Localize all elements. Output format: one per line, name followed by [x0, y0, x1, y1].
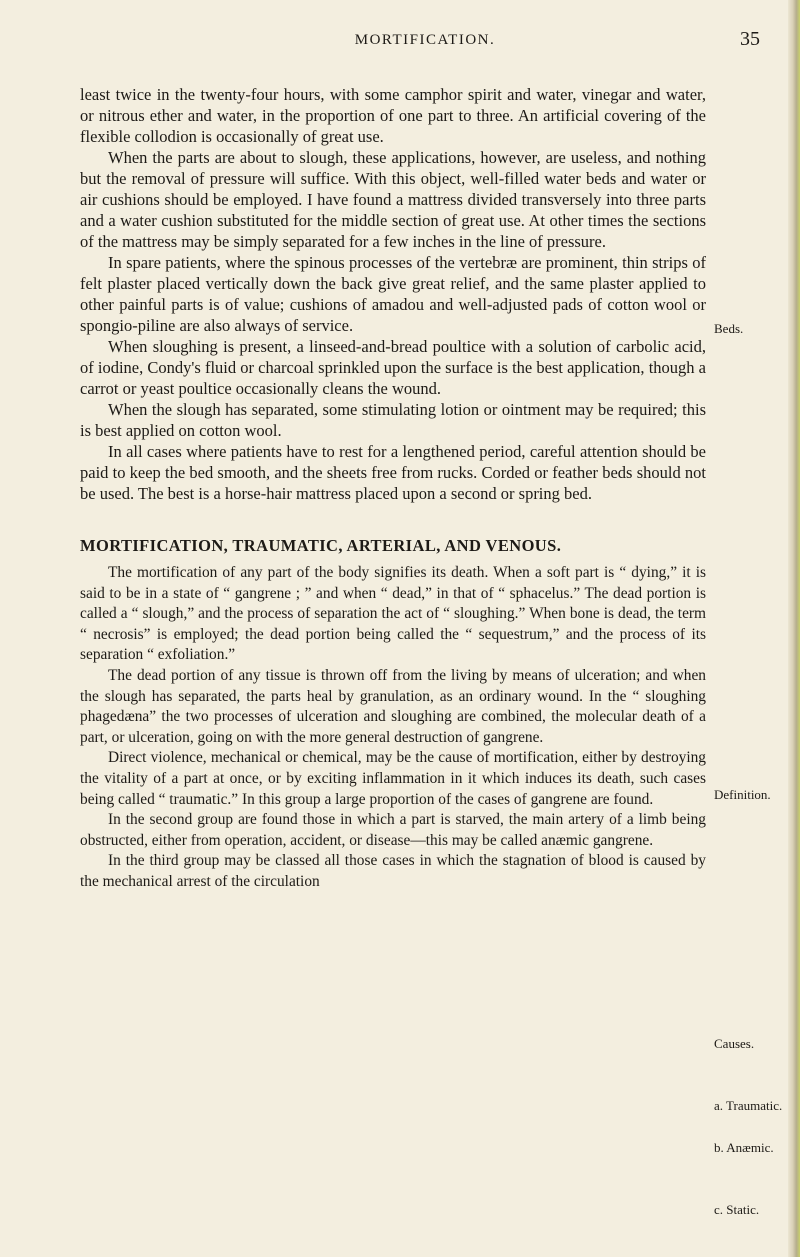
margin-note-definition: Definition.: [714, 787, 771, 802]
page-edge: [788, 0, 800, 1257]
paragraph: In the second group are found those in which a part is starved, the main artery of a limb being obstructed, either from operation, accident, or disease—this may be called anæmic gangrene.: [80, 811, 706, 849]
paragraph: least twice in the twenty-four hours, with some camphor spirit and water, vinegar and water, or nitrous ether and water, in the proportion of one part to three. An artificial covering of the flexible collodion is occasionally of great use.: [80, 85, 706, 146]
margin-notes: [712, 0, 800, 1257]
paragraph: When the parts are about to slough, these applications, however, are useless, and nothing but the removal of pressure will suffice. With this object, well-filled water beds and water or air cushions should be employed. I have found a mattress divided transversely into three parts and a water cushion substituted for the middle section of great use. At other times the sections of the mattress may be simply separated for a few inches in the line of pressure.: [80, 148, 706, 251]
paragraph: In the third group may be classed all those cases in which the stagnation of blood is caused by the mechanical arrest of the circulation: [80, 852, 706, 890]
margin-note-beds: Beds.: [714, 321, 744, 336]
margin-note-traumatic: a. Traumatic.: [714, 1098, 783, 1113]
body-text: [80, 84, 706, 893]
margin-note-static: c. Static.: [714, 1202, 760, 1217]
margin-note-anaemic: b. Anæmic.: [714, 1140, 774, 1155]
paragraph: Direct violence, mechanical or chemical, may be the cause of mortification, either by destroying the vitality of a part at once, or by exciting inflammation in it which induces its death, such cases being called “ traumatic.” In this group a large proportion of the cases of gangrene are found.: [80, 749, 706, 808]
paragraph: In all cases where patients have to rest for a lengthened period, careful attention should be paid to keep the bed smooth, and the sheets free from rucks. Corded or feather beds should not be used. The best is a horse-hair mattress placed upon a second or spring bed.: [80, 442, 706, 503]
paragraph: When the slough has separated, some stimulating lotion or ointment may be required; this is best applied on cotton wool.: [80, 400, 706, 440]
page-number: 35: [740, 28, 760, 50]
margin-note-causes: Causes.: [714, 1036, 755, 1051]
paragraph: In spare patients, where the spinous processes of the vertebræ are prominent, thin strips of felt plaster placed vertically down the back give great relief, and the same plaster applied to other painful parts is of value; cushions of amadou and well-adjusted pads of cotton wool or spongio-piline are also always of service.: [80, 253, 706, 335]
paragraph: When sloughing is present, a linseed-and-bread poultice with a solution of carbolic acid, of iodine, Condy's fluid or charcoal sprinkled upon the surface is the best application, though a carrot or yeast poultice occasionally cleans the wound.: [80, 337, 706, 398]
running-title: MORTIFICATION.: [354, 32, 496, 48]
paragraph: The mortification of any part of the body signifies its death. When a soft part is “ dying,” it is said to be in a state of “ gangrene ; ” and when “ dead,” in that of “ sphacelus.” The dead portion is called a “ slough,” and the process of separation the act of “ sloughing.” When bone is dead, the term “ necrosis” is employed; the dead portion being called the “ sequestrum,” and the process of its separation “ exfoliation.”: [80, 564, 706, 664]
section-mortification: [80, 563, 706, 893]
section-heading: MORTIFICATION, TRAUMATIC, ARTERIAL, AND VENOUS.: [80, 536, 562, 555]
paragraph: The dead portion of any tissue is thrown off from the living by means of ulceration; and when the slough has separated, the parts heal by granulation, as an ordinary wound. In the “ sloughing phagedæna” the two processes of ulceration and sloughing are combined, the molecular death of a part, or ulceration, going on with the more general destruction of gangrene.: [80, 666, 706, 746]
page-header: [80, 22, 770, 62]
